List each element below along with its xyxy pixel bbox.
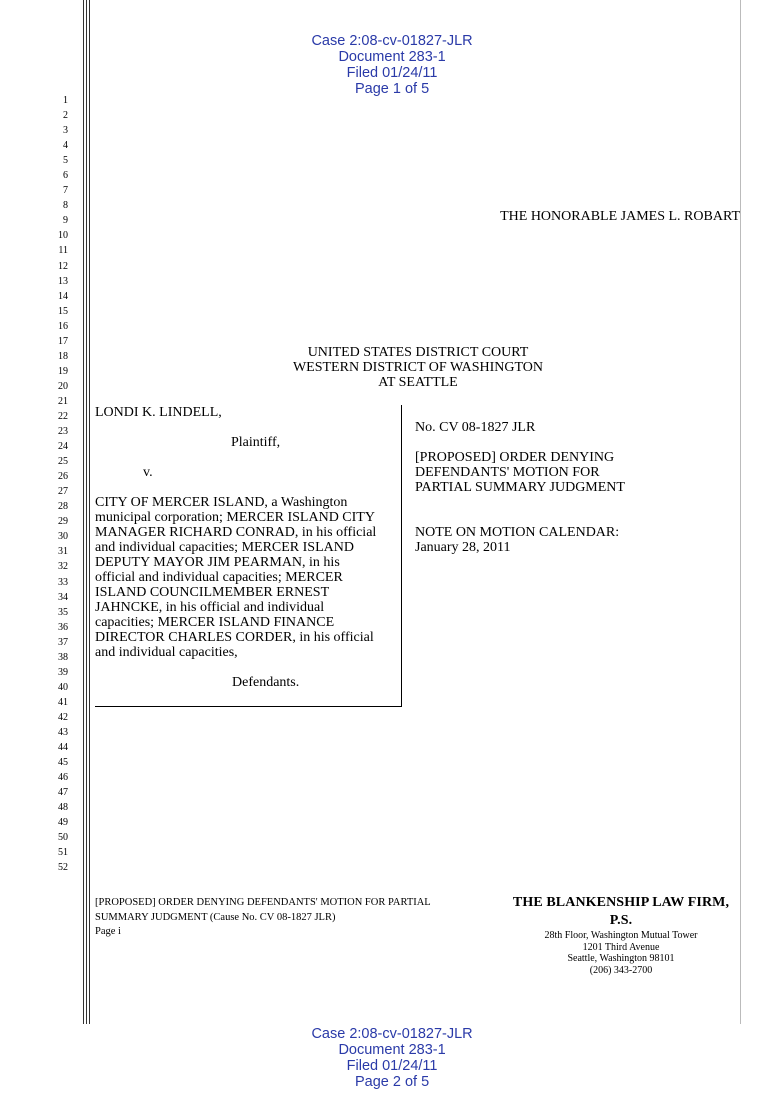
case-number: No. CV 08-1827 JLR	[415, 420, 536, 435]
line-number: 1	[63, 95, 68, 106]
defendants-line: official and individual capacities; MERCER	[95, 570, 343, 586]
ecf-filed-date: Filed 01/24/11	[346, 1058, 438, 1074]
line-number: 45	[58, 757, 68, 769]
footer-page-label: Page i	[95, 926, 121, 937]
document-title-line: DEFENDANTS' MOTION FOR	[415, 465, 600, 481]
ecf-case-number: Case 2:08-cv-01827-JLR	[311, 33, 473, 49]
line-number: 37	[58, 636, 68, 648]
court-district: WESTERN DISTRICT OF WASHINGTON	[292, 360, 544, 375]
line-number: 4	[63, 140, 68, 152]
motion-calendar-note	[415, 525, 715, 555]
line-number: 9	[63, 215, 68, 227]
line-number: 12	[58, 260, 68, 272]
defendants-line: municipal corporation; MERCER ISLAND CITY	[95, 510, 375, 526]
line-number: 38	[58, 651, 68, 663]
line-number: 15	[58, 305, 68, 317]
ecf-filed-date: Filed 01/24/11	[346, 65, 438, 81]
footer-document-title	[95, 896, 475, 940]
footer-firm-block	[505, 894, 737, 976]
ecf-document-number: Document 283-1	[338, 49, 446, 65]
line-number: 23	[58, 426, 68, 438]
firm-phone: (206) 343-2700	[589, 964, 653, 976]
line-number: 40	[58, 681, 68, 693]
line-number: 35	[58, 606, 68, 618]
line-number: 33	[58, 576, 68, 588]
line-number: 17	[58, 335, 68, 347]
court-heading	[200, 345, 636, 390]
ecf-header-page-2	[0, 1010, 768, 1106]
firm-name: THE BLANKENSHIP LAW FIRM, P.S.	[512, 895, 730, 928]
line-number: 16	[58, 320, 68, 332]
line-number: 6	[63, 170, 68, 182]
line-number: 25	[58, 456, 68, 468]
judge-name: THE HONORABLE JAMES L. ROBART	[500, 209, 740, 224]
left-margin-rule-2	[86, 0, 87, 1024]
line-number: 36	[58, 621, 68, 633]
right-margin-rule	[740, 0, 741, 1024]
defendants-line: CITY OF MERCER ISLAND, a Washington	[95, 495, 348, 510]
line-number: 30	[58, 531, 68, 543]
plaintiff-name: LONDI K. LINDELL,	[95, 405, 222, 420]
line-number: 42	[58, 711, 68, 723]
ecf-case-number: Case 2:08-cv-01827-JLR	[311, 1026, 473, 1042]
line-number: 34	[58, 591, 68, 603]
line-number: 7	[63, 185, 68, 197]
line-number: 47	[58, 787, 68, 799]
line-number: 26	[58, 471, 68, 483]
line-number: 51	[58, 847, 68, 859]
line-number: 52	[58, 862, 68, 874]
line-number: 3	[63, 125, 68, 137]
defendants-line: capacities; MERCER ISLAND FINANCE	[95, 615, 335, 631]
line-number: 32	[58, 561, 68, 573]
firm-address-line: Seattle, Washington 98101	[567, 953, 675, 965]
line-number: 18	[58, 350, 68, 362]
line-number: 31	[58, 546, 68, 558]
line-number: 50	[58, 832, 68, 844]
line-number: 22	[58, 410, 68, 422]
defendants-line: MANAGER RICHARD CONRAD, in his official	[95, 525, 377, 541]
line-number: 46	[58, 772, 68, 784]
left-margin-rule-1	[83, 0, 84, 1024]
versus: v.	[143, 465, 153, 480]
line-number: 44	[58, 742, 68, 754]
defendants-line: and individual capacities; MERCER ISLAND	[95, 540, 354, 556]
defendants-role: Defendants.	[232, 675, 300, 690]
caption-parties-box	[95, 405, 402, 707]
line-number: 19	[58, 365, 68, 377]
line-number: 14	[58, 290, 68, 302]
ecf-header-page-1	[0, 17, 768, 113]
firm-address-line: 1201 Third Avenue	[582, 941, 660, 953]
line-number: 8	[63, 200, 68, 212]
court-name: UNITED STATES DISTRICT COURT	[307, 345, 529, 360]
line-number: 21	[58, 395, 68, 407]
ecf-page-number: Page 1 of 5	[354, 81, 430, 97]
defendants-line: ISLAND COUNCILMEMBER ERNEST	[95, 585, 330, 601]
line-number: 13	[58, 275, 68, 287]
plaintiff-role: Plaintiff,	[231, 435, 281, 450]
court-location: AT SEATTLE	[378, 375, 458, 390]
ecf-document-number: Document 283-1	[338, 1042, 446, 1058]
left-margin-rule-3	[89, 0, 90, 1024]
defendants-line: and individual capacities,	[95, 645, 238, 661]
defendants-line: DIRECTOR CHARLES CORDER, in his official	[95, 630, 374, 646]
line-number: 27	[58, 486, 68, 498]
pleading-line-numbers	[44, 93, 68, 875]
line-number: 24	[58, 441, 68, 453]
line-number: 49	[58, 817, 68, 829]
document-title	[415, 450, 715, 495]
firm-address-line: 28th Floor, Washington Mutual Tower	[544, 930, 698, 941]
line-number: 29	[58, 516, 68, 528]
document-title-line: PARTIAL SUMMARY JUDGMENT	[415, 480, 625, 496]
line-number: 41	[58, 696, 68, 708]
defendants-description	[95, 495, 399, 661]
document-title-line: [PROPOSED] ORDER DENYING	[415, 450, 615, 465]
line-number: 2	[63, 110, 68, 122]
line-number: 20	[58, 380, 68, 392]
line-number: 39	[58, 666, 68, 678]
line-number: 10	[58, 230, 68, 242]
footer-title-line: [PROPOSED] ORDER DENYING DEFENDANTS' MOTION FOR PARTIAL	[95, 897, 431, 908]
footer-title-line: SUMMARY JUDGMENT (Cause No. CV 08-1827 JLR)	[95, 911, 336, 923]
line-number: 43	[58, 726, 68, 738]
line-number: 28	[58, 501, 68, 513]
defendants-line: DEPUTY MAYOR JIM PEARMAN, in his	[95, 555, 340, 571]
note-label: NOTE ON MOTION CALENDAR:	[415, 525, 620, 540]
line-number: 11	[58, 245, 68, 257]
line-number: 5	[63, 155, 68, 167]
line-number: 48	[58, 802, 68, 814]
note-date: January 28, 2011	[415, 540, 511, 556]
defendants-line: JAHNCKE, in his official and individual	[95, 600, 325, 616]
ecf-page-number: Page 2 of 5	[354, 1074, 430, 1090]
